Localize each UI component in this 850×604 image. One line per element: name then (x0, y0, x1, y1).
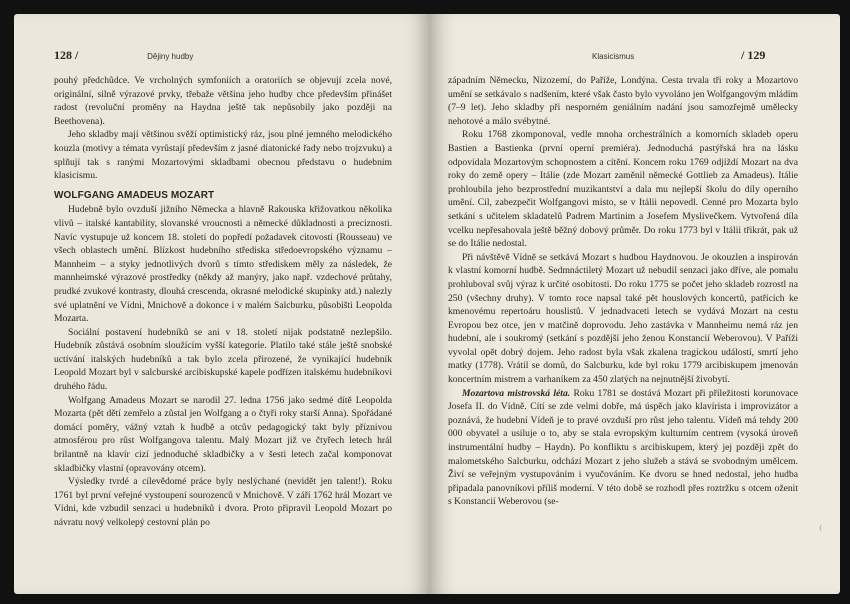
margin-mark: ( (819, 523, 822, 532)
right-page (430, 14, 840, 594)
right-page-body (448, 74, 798, 509)
body-paragraph: Výsledky tvrdé a cílevědomé práce byly neslýchané (nevidět jen talent!). Roku 1761 byl první veřejné vystoupení sourozenců v Mnichově. V září 1762 hrál Mozart ve Vídni, kde vzbudil senzaci u hudebníků i dvora. Proto připravil Leopold Mozart po návratu nový velkolepý cestovní plán po (54, 476, 392, 528)
body-paragraph: pouhý předchůdce. Ve vrcholných symfoniích a oratoriích se objevují zcela nové, originální, silně výrazové prvky, třebaže většina jeho hudby chce především přinášet radost (revoluční proměny na Haydna ještě tak nepůsobily jako později na Beethovena). (54, 75, 392, 127)
left-page-header (54, 48, 193, 63)
body-paragraph: západním Německu, Nizozemí, do Paříže, Londýna. Cesta trvala tři roky a Mozartovo umění se setkávalo s nadšením, které však často bylo vyvoláno jen Wolfgangovým mládím (7–9 let). Jeho skladby při nesporném geniálním nadání jsou samozřejmě umělecky nehotové a málo svébytné. (448, 75, 798, 127)
left-page-body (54, 74, 392, 530)
right-running-head: Klasicismus (592, 52, 635, 61)
left-page (14, 14, 430, 594)
body-paragraph: Jeho skladby mají většinou svěží optimistický ráz, jsou plné jemného melodického kouzla (motivy a témata vyrůstají především z jasné diatonické řady nebo trojzvuku) a splňují tak s ranými Mozartovými skladbami obecnou představu o hudebním klasicismu. (54, 129, 392, 182)
left-running-head: Dějiny hudby (147, 52, 194, 61)
body-paragraph: Hudebně bylo ovzduší jižního Německa a hlavně Rakouska křižovatkou několika vlivů – italské kantability, slovanské vroucnosti a německé důkladnosti a preciznosti. Navíc vystupuje už koncem 18. století do popředí požadavek citovosti (Rousseau) ve všech oblastech umění. Blízkost hudebního střediska středoevropského významu – Mannheim – a styky jednotlivých dvorů s tímto střediskem měly za následek, že mannheimské výrazové prostředky (někdy až manýry, jako např. vzdechové průtahy, prudké zvukové kontrasty, dlouhá crescenda, okrasné melodické skupinky atd.) nalezly své uplatnění ve Vídni, Mnichově a dokonce i v malém Salcburku, působišti Leopolda Mozarta. (54, 204, 392, 325)
body-paragraph: Roku 1768 zkomponoval, vedle mnoha orchestrálních a komorních skladeb operu Bastien a Bastienka (první operní premiéra). Jednoduchá pastýřská hra na lásku odpovídala Mozartovým schopnostem a cítění. Koncem roku 1769 odjíždí Mozart na dva roky do země opery – Itálie (zde Mozart zaměnil německé Gottlieb za Amadeus). Itálie prohloubila jeho bezprostřední muzikantství a dala mu nejlepší školu do díly operního umění. Cíl, zabezpečit Wolfgangovi místo, se v Itálii nepovedl. Cenné pro Mozarta bylo setkání s učitelem skladatelů Padrem Martinim a Josefem Myslivečkem. Vytvořená díla vcelku nepřesahovala ještě běžný dobový průměr. Do roku 1773 byl v Itálii třikrát, pak už se do Itálie nedostal. (448, 129, 798, 250)
body-paragraph-text: Roku 1781 se dostává Mozart při příležitosti korunovace Josefa II. do Vídně. Cítí se zde velmi dobře, má úspěch jako klavírista i improvizátor a poznává, že hudební Vídeň je to pravé ovzduší pro růst jeho talentu. Vídeň má tehdy 200 000 obyvatel a usiluje o to, aby se stala evropským kulturním centrem (vysoká úroveň instrumentální hudby – Haydn). Po konfliktu s arcibiskupem, který jej později zpět do malometského Salcburku, odchází Mozart z jeho služeb a stává se svobodným umělcem. Živí se veřejným vystupováním i vyučováním. Ke dvoru se hned nedostal, jeho hudba připadala panovníkovi příliš moderní. V této době se rozhodl přes roztržku s otcem oženit s Konstancií Weberovou (se- (448, 387, 798, 508)
run-in-heading: Mozartova mistrovská léta. (462, 387, 571, 399)
right-page-number: / 129 (740, 48, 766, 62)
right-page-header (592, 48, 765, 63)
body-paragraph: Při návštěvě Vídně se setkává Mozart s hudbou Haydnovou. Je okouzlen a inspirován k vlastní komorní hudbě. Sedmnáctiletý Mozart už nebudil senzaci jako dříve, ale pomalu prohluboval svůj výraz k určité osobitosti. Do roku 1775 se počet jeho skladeb rozrostl na 250 (všechny druhy). V tomto roce napsal také pět houslových koncertů, patřících ke kmenovému repertoáru houslistů. V jednadvaceti letech se vydává Mozart na cestu Evropou bez otce, jen v matčině doprovodu. Jeho zastávka v Mannheimu nemá ráz jen hudební, ale i soukromý (setkání s pozdější jeho ženou Konstancií Weberovou). V Paříži vyvolal opět dobrý dojem. Jeho radost byla však zkalena tragickou událostí, smrtí jeho matky (1778). Vrátil se domů, do Salcburku, kde byl roku 1779 arcibiskupem jmenován koncertním mistrem a varhaníkem za 450 zlatých na nejnutnější živobytí. (448, 251, 798, 386)
body-paragraph (448, 387, 798, 509)
body-paragraph: Sociální postavení hudebníků se ani v 18. století nijak podstatně nezlepšilo. Hudebník zůstává osobním sloužícím vyšší kategorie. Platilo také stále ještě snobské uctívání italských hudebníků a tak bylo zcela přirozené, že vynikající hudebník Leopold Mozart byl v salcburské arcibiskupské kapele podřízen italskému hudebníkovi druhého řádu. (54, 326, 392, 393)
left-page-number: 128 / (54, 48, 79, 62)
body-paragraph: Wolfgang Amadeus Mozart se narodil 27. ledna 1756 jako sedmé dítě Leopolda Mozarta (pět dětí zemřelo a zůstal jen Wolfgang a o čtyři roky starší Anna). Spořádané domácí poměry, vážný vztah k hudbě a otcův pedagogický takt byly příznivou atmosférou pro růst Wolfgangova talentu. Malý Mozart již ve čtyřech letech hrál brilantně na klavír cizí jednoduché skladbičky a v šesti letech začal komponovat skladbičky vlastní (opravovány otcem). (54, 394, 392, 474)
section-heading: WOLFGANG AMADEUS MOZART (54, 189, 215, 201)
